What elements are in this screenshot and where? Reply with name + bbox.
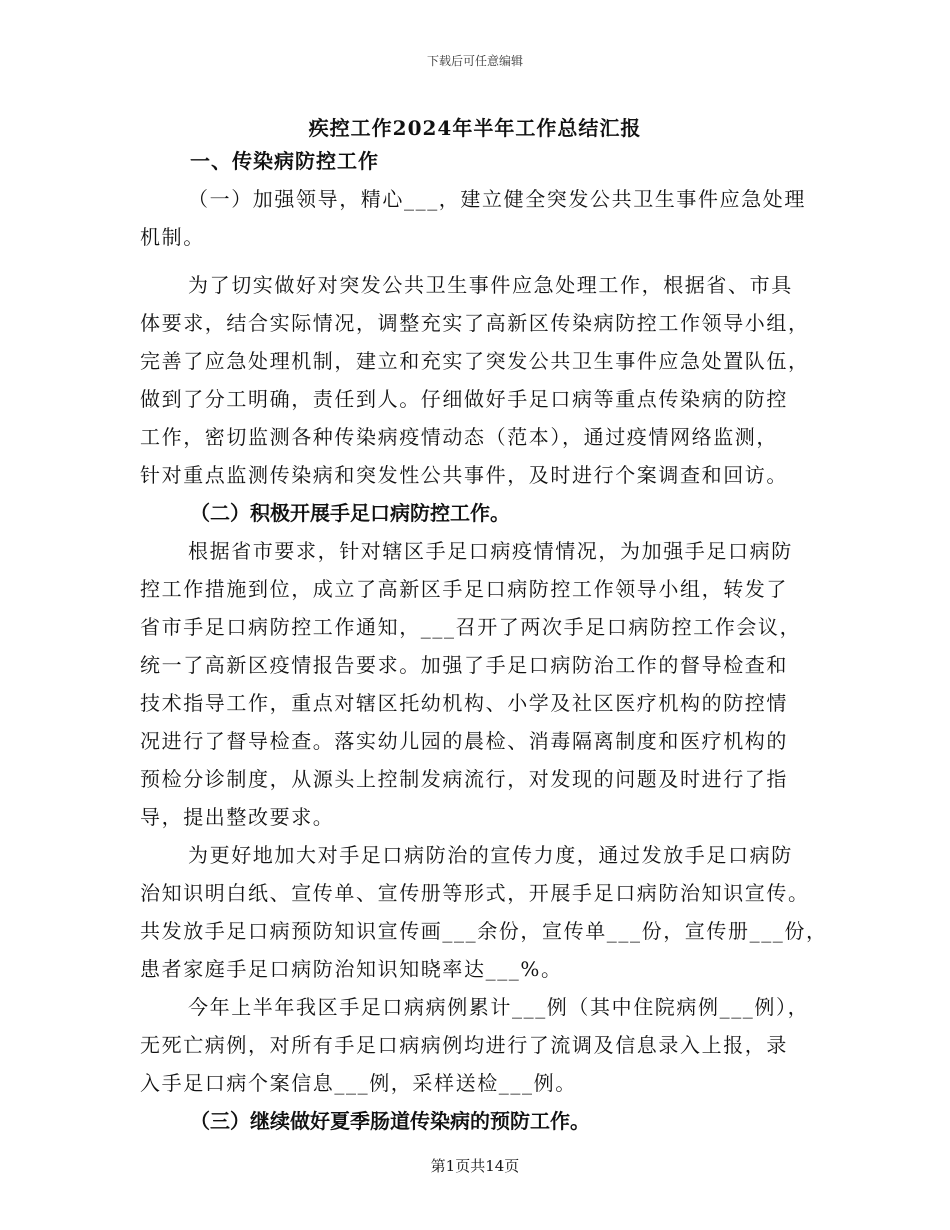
paragraph-line: 工作，密切监测各种传染病疫情动态（范本），通过疫情网络监测， bbox=[140, 425, 778, 449]
subsection-heading-3: （三）继续做好夏季肠道传染病的预防工作。 bbox=[190, 1109, 590, 1133]
paragraph-line: 根据省市要求，针对辖区手足口病疫情情况，为加强手足口病防 bbox=[188, 539, 793, 563]
paragraph-line: 机制。 bbox=[140, 225, 205, 249]
paragraph-5 bbox=[140, 988, 810, 1102]
paragraph-line: 导，提出整改要求。 bbox=[140, 805, 335, 829]
paragraph-line: 做到了分工明确，责任到人。仔细做好手足口病等重点传染病的防控 bbox=[140, 387, 788, 411]
paragraph-line: 为了切实做好对突发公共卫生事件应急处理工作，根据省、市具 bbox=[188, 273, 793, 297]
paragraph-3 bbox=[140, 532, 810, 836]
paragraph-line: 为更好地加大对手足口病防治的宣传力度，通过发放手足口病防 bbox=[188, 843, 793, 867]
header-note: 下载后可任意编辑 bbox=[426, 54, 523, 68]
subsection-heading-2: （二）积极开展手足口病防控工作。 bbox=[190, 501, 510, 525]
paragraph-line: （一）加强领导，精心___，建立健全突发公共卫生事件应急处理 bbox=[188, 187, 806, 211]
paragraph-line: 预检分诊制度，从源头上控制发病流行，对发现的问题及时进行了指 bbox=[140, 767, 788, 791]
paragraph-line: 统一了高新区疫情报告要求。加强了手足口病防治工作的督导检查和 bbox=[140, 653, 788, 677]
paragraph-line: 无死亡病例，对所有手足口病病例均进行了流调及信息录入上报，录 bbox=[140, 1033, 788, 1057]
page-footer: 第1页共14页 bbox=[430, 1157, 520, 1175]
document-title: 疾控工作2024年半年工作总结汇报 bbox=[308, 116, 642, 140]
paragraph-line: 体要求，结合实际情况，调整充实了高新区传染病防控工作领导小组， bbox=[140, 311, 810, 335]
paragraph-line: 今年上半年我区手足口病病例累计___例（其中住院病例___例）， bbox=[188, 995, 810, 1019]
paragraph-line: 省市手足口病防控工作通知，___召开了两次手足口病防控工作会议， bbox=[140, 615, 802, 639]
section-heading-1: 一、传染病防控工作 bbox=[190, 149, 379, 173]
paragraph-line: 控工作措施到位，成立了高新区手足口病防控工作领导小组，转发了 bbox=[140, 577, 788, 601]
paragraph-line: 入手足口病个案信息___例，采样送检___例。 bbox=[140, 1071, 577, 1095]
paragraph-1 bbox=[140, 180, 810, 256]
paragraph-4 bbox=[140, 836, 828, 988]
paragraph-line: 况进行了督导检查。落实幼儿园的晨检、消毒隔离制度和医疗机构的 bbox=[140, 729, 788, 753]
paragraph-line: 治知识明白纸、宣传单、宣传册等形式，开展手足口病防治知识宣传。 bbox=[140, 881, 810, 905]
paragraph-2 bbox=[140, 266, 810, 494]
paragraph-line: 针对重点监测传染病和突发性公共事件，及时进行个案调查和回访。 bbox=[140, 463, 788, 487]
paragraph-line: 共发放手足口病预防知识宣传画___余份，宣传单___份，宣传册___份， bbox=[140, 919, 828, 943]
paragraph-line: 完善了应急处理机制，建立和充实了突发公共卫生事件应急处置队伍， bbox=[140, 349, 810, 373]
document-body bbox=[140, 142, 828, 1140]
paragraph-line: 技术指导工作，重点对辖区托幼机构、小学及社区医疗机构的防控情 bbox=[140, 691, 788, 715]
paragraph-line: 患者家庭手足口病防治知识知晓率达___%。 bbox=[140, 957, 563, 981]
